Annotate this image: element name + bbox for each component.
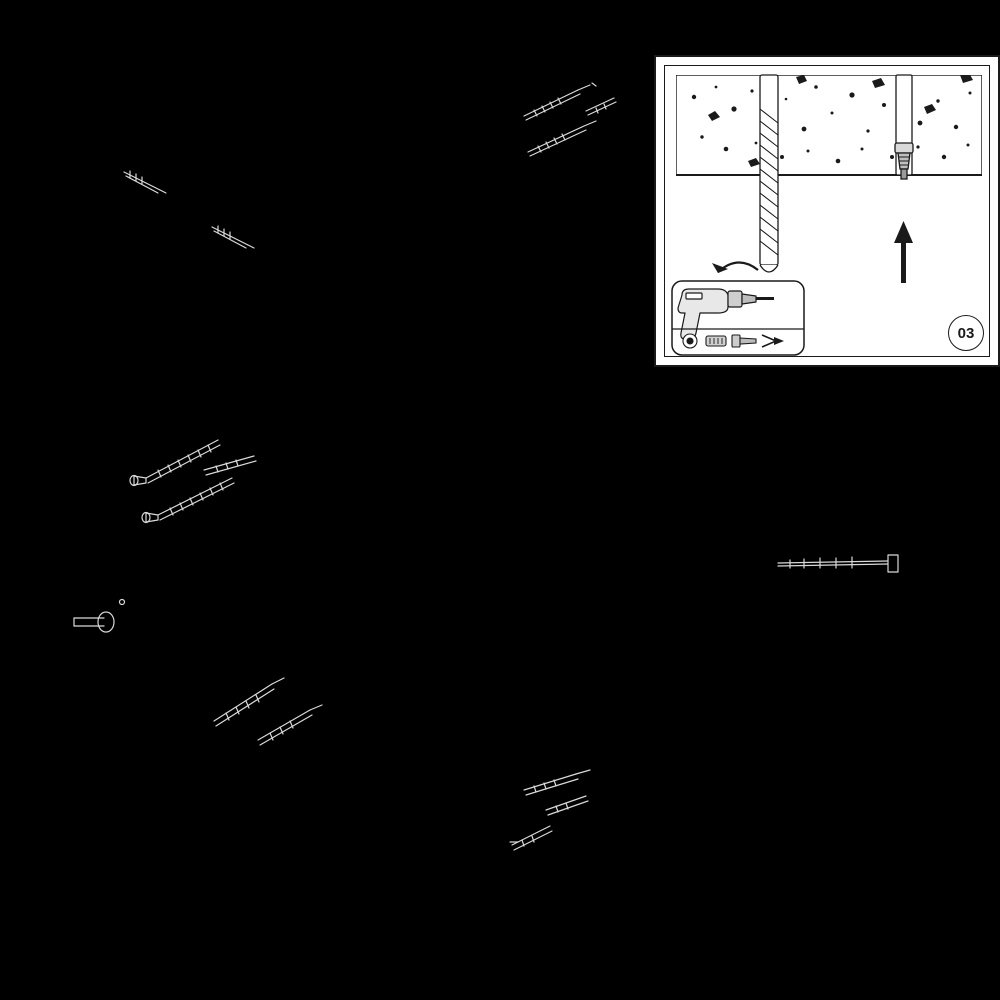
tool-reference-box <box>672 281 804 355</box>
part-dowel-screw-group-mid-left <box>130 440 256 523</box>
wall-cross-section <box>676 73 982 175</box>
part-screw-group-bottom-center <box>510 770 590 850</box>
drill-rotation-arrow <box>712 262 758 273</box>
part-single-dowel-left <box>74 600 125 633</box>
detail-panel <box>654 55 1000 367</box>
part-screw-pair-lower-left <box>214 678 322 745</box>
part-anchor-screw-group-top-right <box>524 83 616 156</box>
wall-anchor <box>895 75 913 179</box>
insert-direction-arrow <box>894 221 913 283</box>
drill-bit <box>760 75 778 272</box>
detail-illustration <box>656 57 1000 369</box>
part-screw-right-side <box>778 555 898 572</box>
step-number-badge: 03 <box>948 315 984 351</box>
part-screw-pair-top-left <box>124 171 254 248</box>
